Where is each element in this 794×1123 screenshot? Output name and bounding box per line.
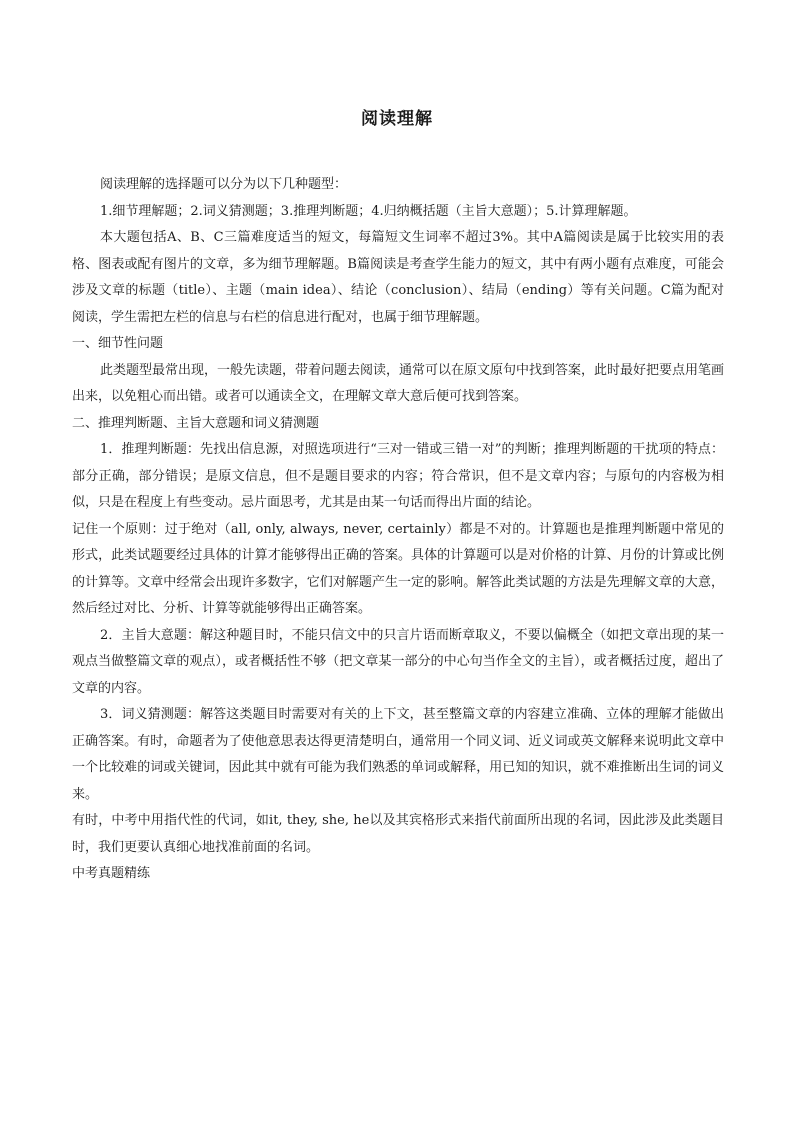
document-body <box>72 172 724 888</box>
pronoun-reference-paragraph: 有时，中考中用指代性的代词，如it, they, she, he以及其宾格形式来指代前面所出现的名词，因此涉及此类题目时，我们更要认真细心地找准前面的名词。 <box>72 813 724 855</box>
heading-detail-questions: 一、细节性问题 <box>72 336 164 351</box>
document-title: 阅读理解 <box>361 109 433 129</box>
vocabulary-guess-paragraph: 3．词义猜测题：解答这类题目时需要对有关的上下文，甚至整篇文章的内容建立准确、立体的理解才能做出正确答案。有时，命题者为了使他意思表达得更清楚明白，通常用一个同义词、近义词或英文解释来说明此文章中一个比较难的词或关键词，因此其中就有可能为我们熟悉的单词或解释，用已知的知识，就不难推断出生词的词义来。 <box>72 707 724 802</box>
intro-paragraph: 阅读理解的选择题可以分为以下几种题型： <box>100 177 348 192</box>
principle-paragraph: 记住一个原则：过于绝对（all, only, always, never, certainly）都是不对的。计算题也是推理判断题中常见的形式，此类试题要经过具体的计算才能够得出正确的答案。具体的计算题可以是对价格的计算、月份的计算或比例的计算等。文章中经常会出现许多数字，它们对解题产生一定的影响。解答此类试题的方法是先理解文章的大意，然后经过对比、分析、计算等就能够得出正确答案。 <box>72 521 724 616</box>
inference-paragraph: 1．推理判断题：先找出信息源，对照选项进行“三对一错或三错一对”的判断；推理判断题的干扰项的特点：部分正确，部分错误；是原文信息，但不是题目要求的内容；符合常识，但不是文章内容；与原句的内容极为相似，只是在程度上有些变动。忌片面思考，尤其是由某一句话而得出片面的结论。 <box>72 442 724 510</box>
heading-inference-main-idea-vocabulary: 二、推理判断题、主旨大意题和词义猜测题 <box>72 415 320 431</box>
section-overview-paragraph: 本大题包括A、B、C三篇难度适当的短文，每篇短文生词率不超过3%。其中A篇阅读是属于比较实用的表格、图表或配有图片的文章，多为细节理解题。B篇阅读是考查学生能力的短文，其中有两小题有点难度，可能会涉及文章的标题（title）、主题（main idea）、结论（conclusion）、结局（ending）等有关问题。C篇为配对阅读，学生需把左栏的信息与右栏的信息进行配对，也属于细节理解题。 <box>72 230 724 325</box>
practice-heading: 中考真题精练 <box>72 866 151 881</box>
main-idea-paragraph: 2．主旨大意题：解这种题目时，不能只信文中的只言片语而断章取义，不要以偏概全（如把文章出现的某一观点当做整篇文章的观点），或者概括性不够（把文章某一部分的中心句当作全文的主旨），或者概括过度，超出了文章的内容。 <box>72 627 724 696</box>
detail-questions-paragraph: 此类题型最常出现，一般先读题，带着问题去阅读，通常可以在原文原句中找到答案，此时最好把要点用笔画出来，以免粗心而出错。或者可以通读全文，在理解文章大意后便可找到答案。 <box>72 362 725 404</box>
question-types-list: 1.细节理解题；2.词义猜测题；3.推理判断题；4.归纳概括题（主旨大意题）；5.计算理解题。 <box>100 203 637 219</box>
